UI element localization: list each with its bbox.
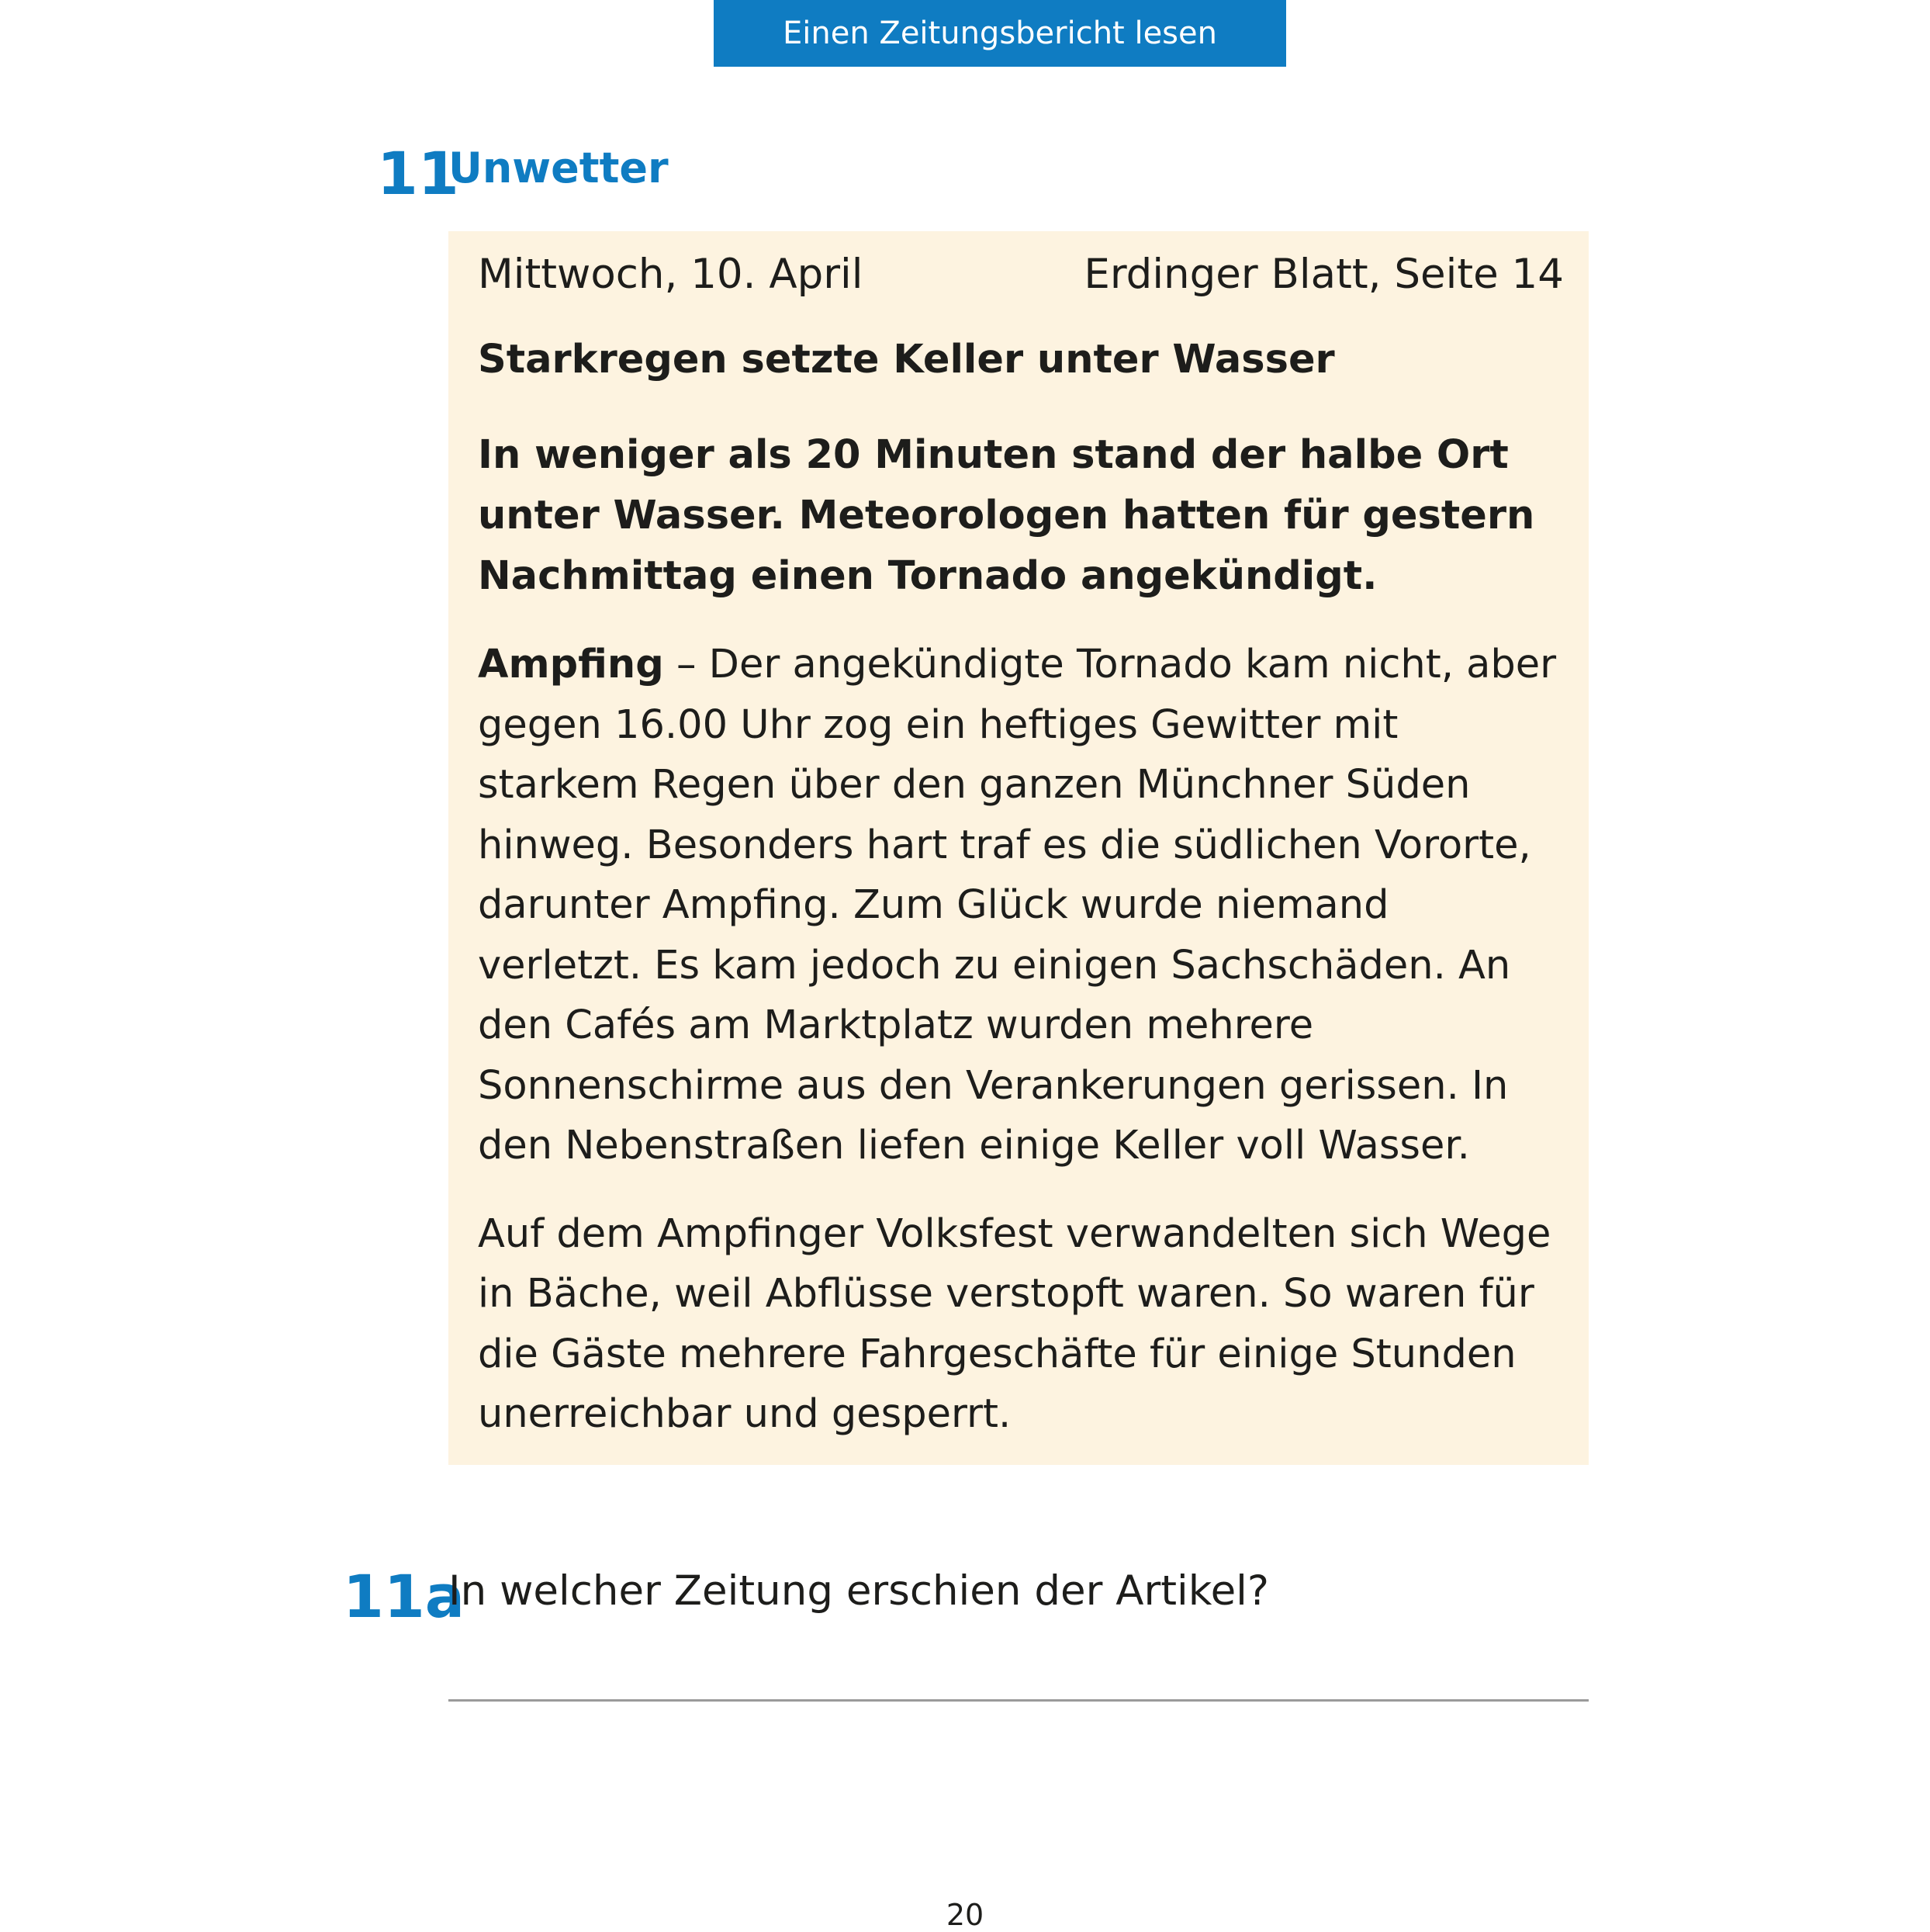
article-paragraph-1 <box>478 635 1564 1176</box>
section-header-tab: Einen Zeitungsbericht lesen <box>714 0 1286 67</box>
article-lead: In weniger als 20 Minuten stand der halbe Ort unter Wasser. Meteorologen hatten für gestern Nachmittag einen Tornado angekündigt. <box>478 432 1535 599</box>
page-number: 20 <box>946 1898 984 1932</box>
article-paragraph-2: Auf dem Ampfinger Volksfest verwandelten sich Wege in Bäche, weil Abflüsse verstopft waren. So waren für die Gäste mehrere Fahrgeschäfte für einige Stunden unerreichbar und gesperrt. <box>478 1210 1551 1437</box>
article-source: Erdinger Blatt, Seite 14 <box>1084 251 1564 298</box>
article-headline: Starkregen setzte Keller unter Wasser <box>478 337 1335 383</box>
article-box <box>448 231 1589 1465</box>
answer-line[interactable] <box>448 1699 1589 1702</box>
article-date: Mittwoch, 10. April <box>478 251 863 298</box>
article-body-1: – Der angekündigte Tornado kam nicht, aber gegen 16.00 Uhr zog ein heftiges Gewitter mit starkem Regen über den ganzen Münchner Süden hinweg. Besonders hart traf es die südlichen Vororte, darunter Ampfing. Zum Glück wurde niemand verletzt. Es kam jedoch zu einigen Sachschäden. An den Cafés am Marktplatz wurden mehrere Sonnenschirme aus den Verankerungen gerissen. In den Nebenstraßen liefen einige Keller voll Wasser. <box>478 642 1557 1169</box>
subtask-question: In welcher Zeitung erschien der Artikel? <box>448 1567 1270 1615</box>
article-dateline: Ampfing <box>478 642 664 687</box>
task-title: Unwetter <box>448 144 669 192</box>
article-content <box>478 250 1564 1473</box>
subtask-number: 11a <box>343 1562 465 1631</box>
article-meta <box>478 250 1564 299</box>
task-number: 11 <box>377 139 459 208</box>
